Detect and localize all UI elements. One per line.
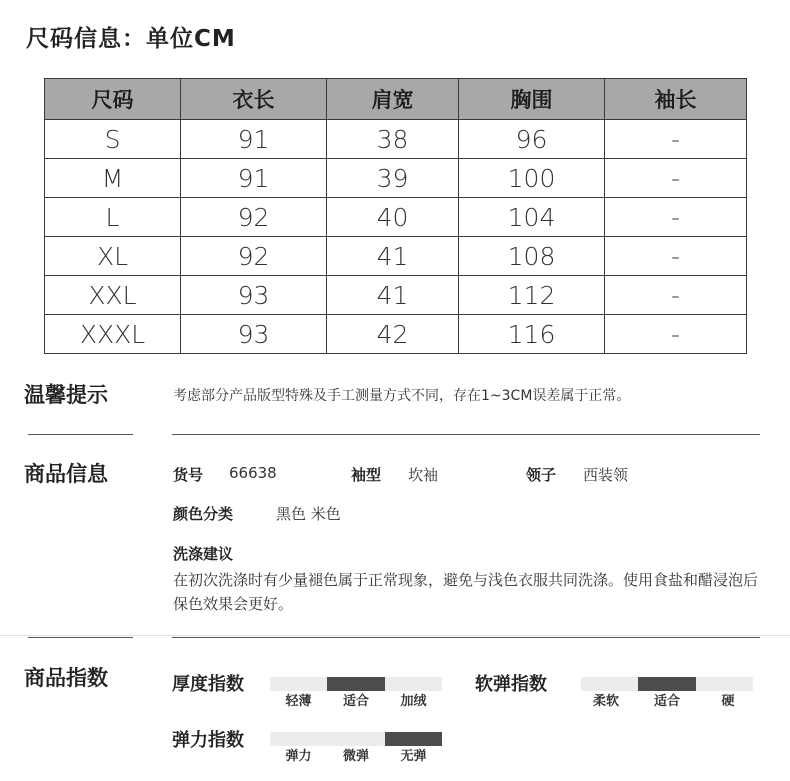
option-label: 微弹 bbox=[342, 749, 369, 764]
table-row bbox=[45, 237, 747, 276]
item-no-label: 货号 bbox=[173, 466, 204, 484]
bar-segment bbox=[581, 677, 638, 691]
cell-size: M bbox=[45, 159, 181, 198]
cell-shoulder: 38 bbox=[327, 120, 459, 159]
color-value: 黑色 米色 bbox=[276, 505, 341, 523]
option-label: 加绒 bbox=[400, 694, 427, 709]
cell-sleeve: - bbox=[605, 120, 747, 159]
cell-chest: 112 bbox=[459, 276, 605, 315]
table-row bbox=[45, 198, 747, 237]
color-label: 颜色分类 bbox=[173, 505, 234, 523]
bar-segment bbox=[327, 732, 385, 746]
header-size: 尺码 bbox=[45, 79, 181, 120]
softness-bar bbox=[581, 677, 753, 691]
thickness-label: 厚度指数 bbox=[172, 674, 244, 695]
softness-options bbox=[581, 690, 753, 709]
cell-shoulder: 42 bbox=[327, 315, 459, 354]
bar-segment bbox=[385, 677, 442, 691]
table-row bbox=[45, 159, 747, 198]
size-table bbox=[44, 78, 747, 354]
divider bbox=[172, 637, 760, 638]
cell-chest: 96 bbox=[459, 120, 605, 159]
table-row bbox=[45, 276, 747, 315]
tips-text: 考虑部分产品版型特殊及手工测量方式不同，存在1~3CM误差属于正常。 bbox=[173, 388, 631, 404]
cell-chest: 116 bbox=[459, 315, 605, 354]
indices-heading: 商品指数 bbox=[24, 666, 108, 690]
option-label: 柔软 bbox=[592, 694, 619, 709]
wash-label: 洗涤建议 bbox=[173, 545, 234, 563]
elasticity-bar bbox=[270, 732, 442, 746]
option-label: 硬 bbox=[721, 694, 735, 709]
cell-shoulder: 41 bbox=[327, 276, 459, 315]
cell-shoulder: 39 bbox=[327, 159, 459, 198]
header-length: 衣长 bbox=[181, 79, 327, 120]
cell-length: 92 bbox=[181, 237, 327, 276]
wash-text: 在初次洗涤时有少量褪色属于正常现象，避免与浅色衣服共同洗涤。使用食盐和醋浸泡后保色效果会更好。 bbox=[173, 571, 759, 613]
option-label: 适合 bbox=[342, 694, 369, 709]
option-label: 无弹 bbox=[400, 749, 427, 764]
header-chest: 胸围 bbox=[459, 79, 605, 120]
option-label: 轻薄 bbox=[285, 694, 312, 709]
collar-value: 西装领 bbox=[583, 466, 629, 484]
option-label: 适合 bbox=[653, 694, 680, 709]
page-title: 尺码信息：单位CM bbox=[26, 26, 236, 52]
thickness-bar bbox=[270, 677, 442, 691]
item-no-value: 66638 bbox=[229, 464, 277, 482]
cell-length: 93 bbox=[181, 315, 327, 354]
cell-size: S bbox=[45, 120, 181, 159]
elasticity-label: 弹力指数 bbox=[172, 730, 244, 751]
cell-size: L bbox=[45, 198, 181, 237]
option-label: 弹力 bbox=[285, 749, 312, 764]
cell-size: XL bbox=[45, 237, 181, 276]
table-row bbox=[45, 120, 747, 159]
size-table-header-row bbox=[45, 79, 747, 120]
cell-sleeve: - bbox=[605, 159, 747, 198]
cell-shoulder: 41 bbox=[327, 237, 459, 276]
divider bbox=[0, 635, 790, 636]
cell-sleeve: - bbox=[605, 237, 747, 276]
divider bbox=[28, 434, 133, 435]
cell-chest: 100 bbox=[459, 159, 605, 198]
cell-sleeve: - bbox=[605, 315, 747, 354]
sleeve-label: 袖型 bbox=[351, 466, 382, 484]
cell-sleeve: - bbox=[605, 276, 747, 315]
header-sleeve: 袖长 bbox=[605, 79, 747, 120]
cell-chest: 108 bbox=[459, 237, 605, 276]
bar-segment bbox=[270, 732, 327, 746]
bar-segment bbox=[327, 677, 385, 691]
cell-length: 92 bbox=[181, 198, 327, 237]
cell-length: 91 bbox=[181, 159, 327, 198]
bar-segment bbox=[638, 677, 696, 691]
divider bbox=[28, 637, 133, 638]
thickness-options bbox=[270, 690, 442, 709]
product-info-heading: 商品信息 bbox=[24, 462, 108, 486]
bar-segment bbox=[696, 677, 753, 691]
collar-label: 领子 bbox=[526, 466, 557, 484]
bar-segment bbox=[270, 677, 327, 691]
softness-label: 软弹指数 bbox=[475, 674, 547, 695]
tips-heading: 温馨提示 bbox=[24, 383, 108, 407]
bar-segment bbox=[385, 732, 442, 746]
header-shoulder: 肩宽 bbox=[327, 79, 459, 120]
sleeve-value: 坎袖 bbox=[408, 466, 439, 484]
cell-length: 93 bbox=[181, 276, 327, 315]
cell-size: XXXL bbox=[45, 315, 181, 354]
table-row bbox=[45, 315, 747, 354]
cell-size: XXL bbox=[45, 276, 181, 315]
elasticity-options bbox=[270, 745, 442, 764]
cell-shoulder: 40 bbox=[327, 198, 459, 237]
cell-chest: 104 bbox=[459, 198, 605, 237]
divider bbox=[172, 434, 760, 435]
cell-length: 91 bbox=[181, 120, 327, 159]
cell-sleeve: - bbox=[605, 198, 747, 237]
